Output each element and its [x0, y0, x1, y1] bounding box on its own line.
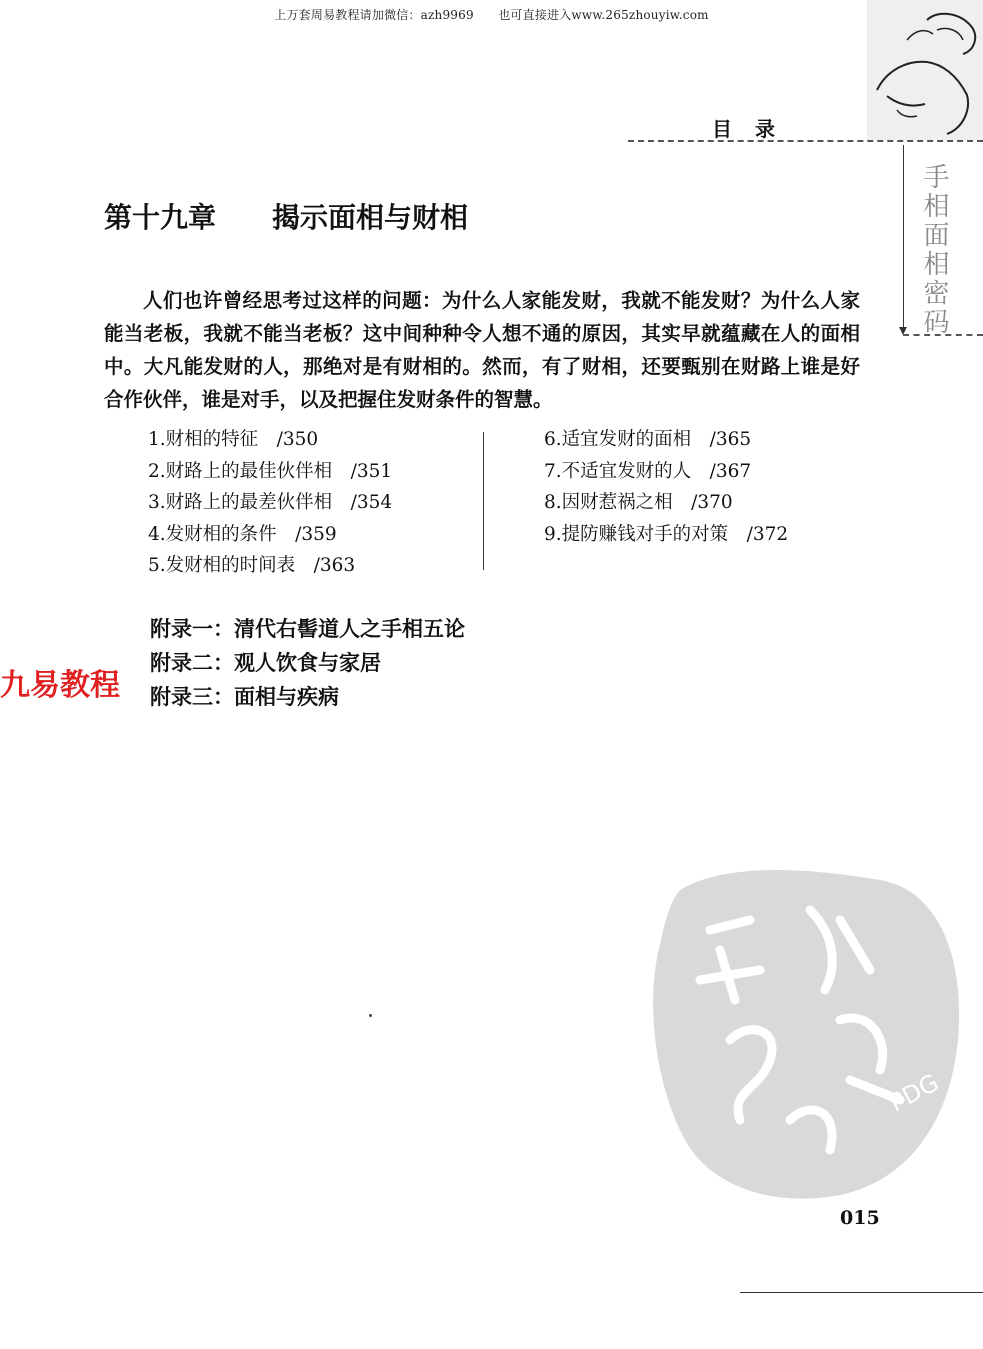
- page-number: 015: [840, 1207, 880, 1229]
- hand-face-illustration: [867, 0, 983, 140]
- toc-item[interactable]: 2.财路上的最佳伙伴相 /351: [148, 460, 393, 482]
- section-title: 目 录: [712, 117, 783, 141]
- appendix-item[interactable]: 附录一：清代右髻道人之手相五论: [150, 617, 465, 641]
- toc-item[interactable]: 4.发财相的条件 /359: [148, 523, 337, 545]
- appendix-list: [150, 612, 465, 714]
- chapter-title: 第十九章 揭示面相与财相: [104, 201, 469, 234]
- toc-item[interactable]: 7.不适宜发财的人 /367: [544, 460, 752, 482]
- appendix-item[interactable]: 附录二：观人饮食与家居: [150, 651, 381, 675]
- toc-list-right: [544, 424, 788, 550]
- top-watermark-text: 上万套周易教程请加微信：azh9969 也可直接进入www.265zhouyiw.com: [274, 8, 709, 22]
- toc-item[interactable]: 5.发财相的时间表 /363: [148, 555, 356, 576]
- seal-pdg-text: PDG: [884, 1068, 944, 1118]
- side-tab: [903, 145, 963, 337]
- toc-list-left: [148, 424, 392, 582]
- side-tab-line: [903, 145, 904, 331]
- side-tab-text: 手相面相密码: [919, 163, 949, 337]
- intro-paragraph: 人们也许曾经思考过这样的问题：为什么人家能发财，我就不能发财？为什么人家能当老板，我就不能当老板？这中间种种令人想不通的原因，其实早就蕴藏在人的面相中。大凡能发财的人，那绝对是有财相的。然而，有了财相，还要甄别在财路上谁是好合作伙伴，谁是对手，以及把握住发财条件的智慧。: [104, 288, 860, 411]
- side-dashed-rule: [903, 334, 983, 336]
- toc-item[interactable]: 3.财路上的最差伙伴相 /354: [148, 492, 393, 513]
- page-speck: [369, 1014, 372, 1017]
- toc-item[interactable]: 1.财相的特征 /350: [148, 429, 319, 450]
- toc-column-divider: [483, 432, 484, 570]
- appendix-item[interactable]: 附录三：面相与疾病: [150, 685, 339, 709]
- toc-item[interactable]: 8.因财惹祸之相 /370: [544, 492, 733, 513]
- toc-item[interactable]: 9.提防赚钱对手的对策 /372: [544, 523, 789, 545]
- watermark-stamp: 九易教程: [0, 668, 120, 703]
- header-dashed-rule: [628, 140, 983, 142]
- seal-watermark: [640, 850, 970, 1210]
- footer-rule: [740, 1292, 983, 1293]
- toc-item[interactable]: 6.适宜发财的面相 /365: [544, 429, 752, 450]
